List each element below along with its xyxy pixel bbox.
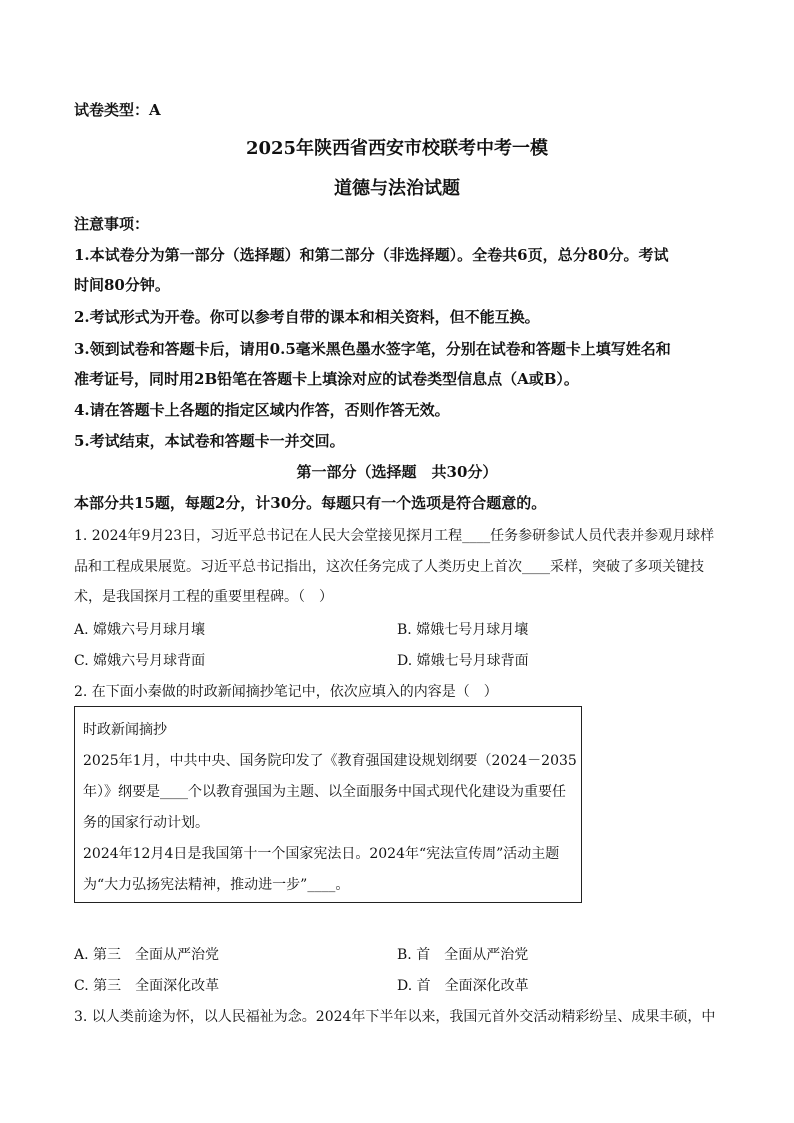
notice-item-3-line-1: 3.领到试卷和答题卡后，请用0.5毫米黑色墨水签字笔，分别在试卷和答题卡上填写姓名和: [74, 340, 671, 358]
q1-stem-line-2: 品和工程成果展览。习近平总书记指出，这次任务完成了人类历史上首次____采样，突破了多项关键技: [74, 559, 704, 575]
notice-item-2: 2.考试形式为开卷。你可以参考自带的课本和相关资料，但不能互换。: [74, 308, 540, 326]
q1-stem-line-3: 术，是我国探月工程的重要里程碑。（ ）: [74, 589, 333, 605]
q2-option-a: A. 第三 全面从严治党: [74, 947, 220, 963]
q2-option-d: D. 首 全面深化改革: [397, 978, 529, 994]
notice-item-4: 4.请在答题卡上各题的指定区域内作答，否则作答无效。: [74, 401, 450, 419]
news-box-line-2: 年）》纲要是____个以教育强国为主题、以全面服务中国式现代化建设为重要任: [83, 784, 566, 800]
notice-item-5: 5.考试结束，本试卷和答题卡一并交回。: [74, 432, 345, 450]
q1-option-a: A. 嫦娥六号月球月壤: [74, 622, 206, 638]
part1-instruction: 本部分共15题，每题2分，计30分。每题只有一个选项是符合题意的。: [74, 494, 547, 512]
exam-subtitle: 道德与法治试题: [334, 178, 460, 199]
news-box-line-4: 2024年12月4日是我国第十一个国家宪法日。2024年“宪法宣传周”活动主题: [83, 846, 560, 862]
q1-option-b: B. 嫦娥七号月球月壤: [397, 622, 529, 638]
notice-heading: 注意事项：: [74, 215, 150, 233]
q2-option-c: C. 第三 全面深化改革: [74, 978, 220, 994]
q2-stem: 2. 在下面小秦做的时政新闻摘抄笔记中，依次应填入的内容是（ ）: [74, 684, 498, 700]
q3-stem-line-1: 3. 以人类前途为怀，以人民福祉为念。2024年下半年以来，我国元首外交活动精彩纷呈、成果丰硕，中: [74, 1009, 716, 1025]
q1-stem-line-1: 1. 2024年9月23日，习近平总书记在人民大会堂接见探月工程____任务参研参试人员代表并参观月球样: [74, 528, 715, 544]
paper-type-label: 试卷类型：A: [74, 101, 161, 119]
news-box-line-3: 务的国家行动计划。: [83, 815, 209, 831]
q1-option-d: D. 嫦娥七号月球背面: [397, 653, 529, 669]
notice-item-1-line-2: 时间80分钟。: [74, 276, 170, 294]
news-excerpt-box: [74, 706, 582, 903]
exam-title: 2025年陕西省西安市校联考中考一模: [245, 138, 549, 159]
notice-item-1-line-1: 1.本试卷分为第一部分（选择题）和第二部分（非选择题）。全卷共6页，总分80分。考试: [74, 246, 669, 264]
part1-heading: 第一部分（选择题 共30分）: [296, 463, 498, 481]
q1-option-c: C. 嫦娥六号月球背面: [74, 653, 206, 669]
news-box-line-5: 为“大力弘扬宪法精神，推动进一步”____。: [83, 877, 350, 893]
news-box-line-1: 2025年1月，中共中央、国务院印发了《教育强国建设规划纲要（2024－2035: [83, 753, 577, 769]
q2-option-b: B. 首 全面从严治党: [397, 947, 529, 963]
notice-item-3-line-2: 准考证号，同时用2B铅笔在答题卡上填涂对应的试卷类型信息点（A或B）。: [74, 370, 579, 388]
news-box-title: 时政新闻摘抄: [83, 722, 167, 738]
